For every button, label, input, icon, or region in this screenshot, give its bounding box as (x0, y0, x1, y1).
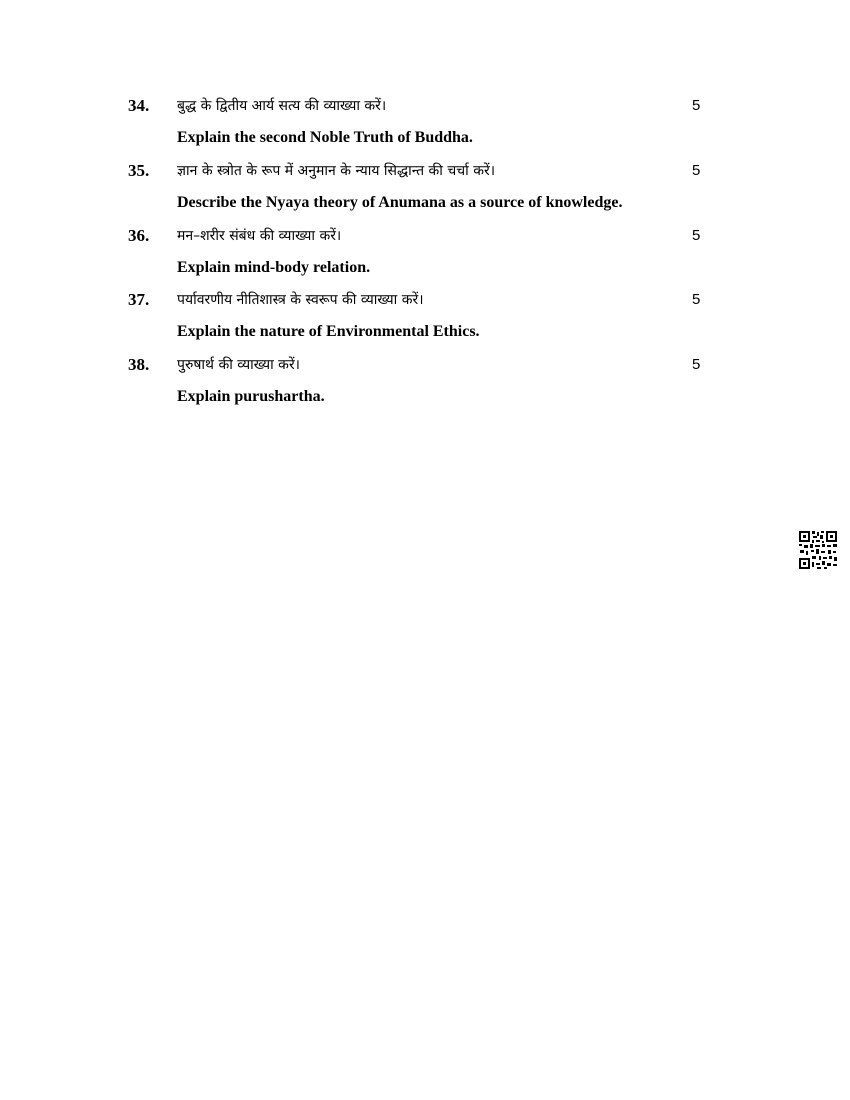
question-number: 37. (128, 290, 150, 309)
question-marks: 5 (692, 291, 701, 308)
question-text-hindi: बुद्ध के द्वितीय आर्य सत्य की व्याख्या करें। (177, 98, 387, 114)
question-number: 38. (128, 355, 150, 374)
question-number: 34. (128, 96, 150, 115)
question-marks: 5 (692, 162, 701, 179)
qr-code-icon (798, 530, 838, 570)
question-marks: 5 (692, 356, 701, 373)
question-number: 36. (128, 226, 150, 245)
question-text-english: Explain the nature of Environmental Ethics. (177, 323, 480, 340)
question-text-english: Explain purushartha. (177, 388, 325, 405)
question-text-english: Explain mind-body relation. (177, 259, 371, 276)
question-text-hindi: पुरुषार्थ की व्याख्या करें। (177, 357, 300, 373)
question-text-hindi: मन–शरीर संबंध की व्याख्या करें। (177, 228, 342, 244)
question-text-hindi: ज्ञान के स्त्रोत के रूप में अनुमान के न्याय सिद्धान्त की चर्चा करें। (177, 163, 496, 179)
question-text-hindi: पर्यावरणीय नीतिशास्त्र के स्वरूप की व्याख्या करें। (177, 292, 424, 308)
question-marks: 5 (692, 227, 701, 244)
question-marks: 5 (692, 97, 701, 114)
question-number: 35. (128, 161, 150, 180)
question-text-english: Describe the Nyaya theory of Anumana as a source of knowledge. (177, 194, 623, 211)
question-text-english: Explain the second Noble Truth of Buddha. (177, 129, 473, 146)
